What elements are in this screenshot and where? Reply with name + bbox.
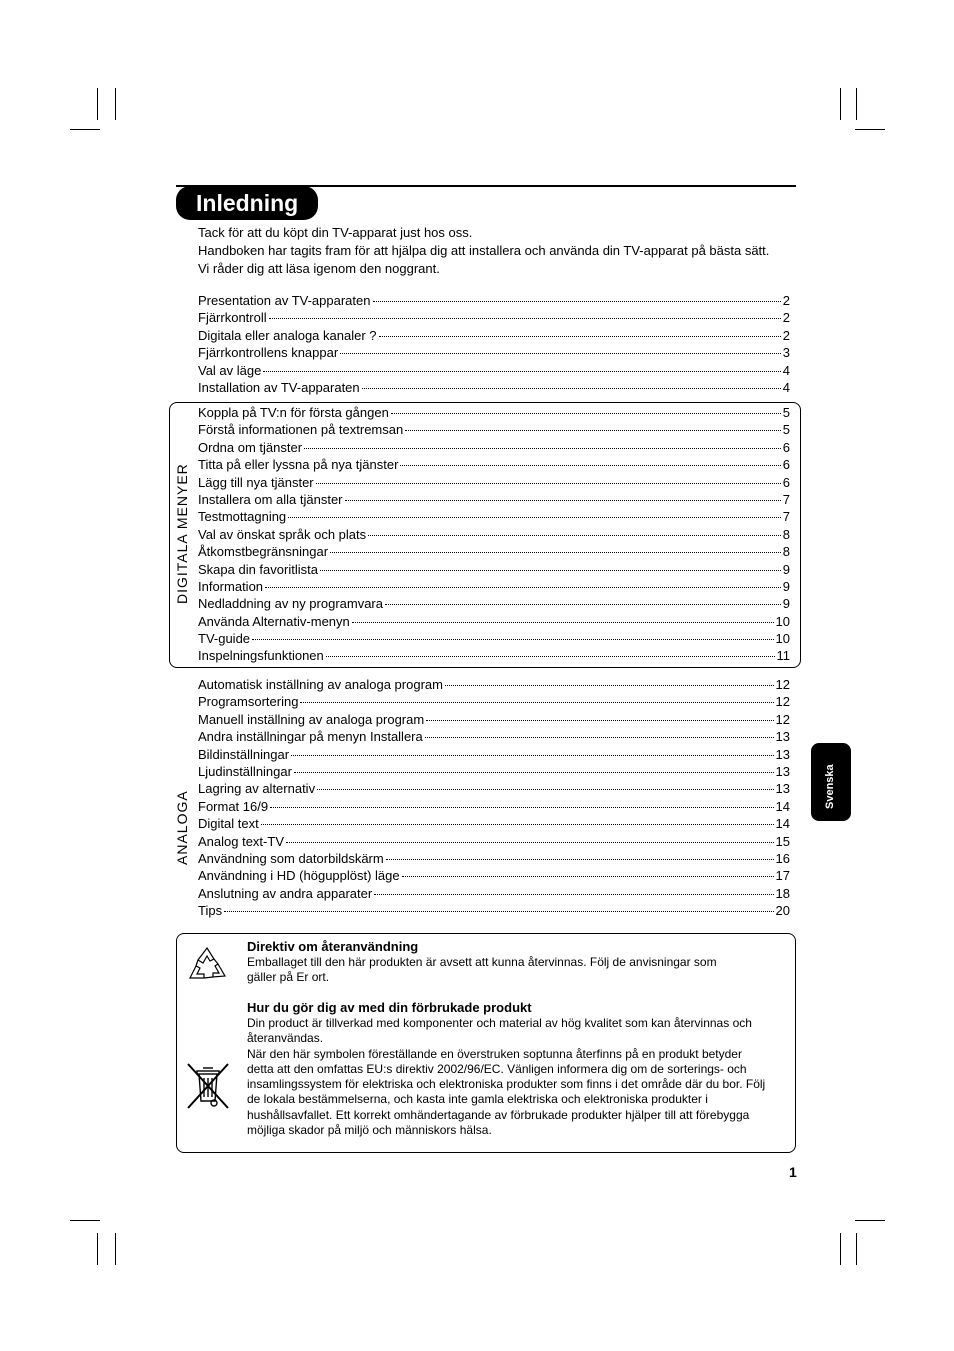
toc-entry-label: Presentation av TV-apparaten [198,293,371,308]
toc-leader-dots [294,771,774,773]
toc-entry-page: 7 [782,509,790,525]
intro-line: Handboken har tagits fram för att hjälpa dig att installera och använda din TV-apparat på bästa sätt. [198,243,770,258]
toc-entry-label: Nedladdning av ny programvara [198,596,383,612]
toc-entry[interactable] [198,526,790,543]
intro-line: Tack för att du köpt din TV-apparat just hos oss. [198,225,473,240]
toc-entry-page: 13 [775,746,790,762]
toc-entry[interactable] [198,613,790,630]
toc-entry[interactable] [198,578,790,595]
toc-entry-label: Automatisk inställning av analoga program [198,677,443,692]
toc-leader-dots [373,300,781,302]
toc-leader-dots [286,841,774,843]
toc-leader-dots [288,516,781,518]
toc-entry-page: 4 [782,362,790,378]
toc-entry[interactable] [198,421,790,438]
toc-entry[interactable] [198,728,790,745]
toc-leader-dots [402,875,774,877]
toc-entry-label: Anslutning av andra apparater [198,885,373,901]
toc-entry-page: 8 [782,526,790,542]
toc-entry-page: 10 [775,613,790,629]
toc-entry-label: Installation av TV-apparaten [198,379,360,395]
toc-leader-dots [352,621,774,623]
disposal-line: möjliga skador på miljö och människors hälsa. [247,1123,492,1138]
toc-entry-page: 18 [775,885,790,901]
toc-entry-page: 9 [782,561,790,577]
toc-leader-dots [317,788,773,790]
language-tab [811,743,851,821]
toc-entry-page: 10 [775,631,790,647]
toc-entry-label: TV-guide [198,631,251,647]
toc-entry-label: Åtkomstbegränsningar [198,544,329,560]
toc-entry[interactable] [198,711,790,728]
toc-leader-dots [400,464,780,466]
intro-line: Vi råder dig att läsa igenom den noggrant. [198,261,440,276]
toc-entry-label: Installera om alla tjänster [198,491,343,507]
toc-analog [198,676,790,919]
toc-entry-page: 6 [782,439,790,455]
toc-entry-label: Digital text [198,816,259,832]
toc-entry[interactable] [198,292,790,309]
toc-entry-label: Titta på eller lyssna på nya tjänster [198,457,399,473]
toc-leader-dots [304,447,781,449]
toc-entry-label: Ljudinställningar [198,763,292,779]
toc-entry[interactable] [198,508,790,525]
page-title: Inledning [176,186,318,220]
toc-entry[interactable] [198,798,790,815]
disposal-notice [247,1000,787,1138]
toc-leader-dots [425,736,774,738]
recycle-icon [184,944,230,990]
toc-entry[interactable] [198,763,790,780]
toc-general [198,292,790,396]
toc-entry[interactable] [198,630,790,647]
toc-entry-page: 6 [782,474,790,490]
language-tab-label: Svenska [824,764,836,809]
toc-entry-page: 8 [782,544,790,560]
digital-section-label: DIGITALA MENYER [174,463,190,604]
toc-entry[interactable] [198,815,790,832]
toc-entry-page: 9 [782,578,790,594]
crossed-bin-icon [185,1061,231,1111]
toc-entry-page: 16 [775,850,790,866]
disposal-line: När den här symbolen föreställande en överstruken soptunna återfinns på en produkt betyder [247,1046,742,1061]
toc-entry-label: Användning i HD (högupplöst) läge [198,868,400,884]
toc-leader-dots [291,754,773,756]
toc-leader-dots [270,806,773,808]
toc-entry[interactable] [198,439,790,456]
toc-entry-page: 2 [782,310,790,326]
toc-leader-dots [265,586,781,588]
toc-entry[interactable] [198,902,790,919]
toc-entry[interactable] [198,327,790,344]
toc-entry[interactable] [198,379,790,396]
toc-leader-dots [320,569,781,571]
toc-leader-dots [316,482,781,484]
toc-entry[interactable] [198,647,790,664]
toc-entry-label: Val av läge [198,362,262,378]
toc-leader-dots [330,551,781,553]
toc-entry-page: 3 [782,345,790,361]
toc-entry-label: Fjärrkontroll [198,310,267,326]
toc-entry-page: 13 [775,763,790,779]
toc-entry-page: 17 [775,868,790,884]
toc-entry-page: 9 [782,596,790,612]
toc-entry[interactable] [198,474,790,491]
toc-entry-label: Ordna om tjänster [198,439,303,455]
disposal-line: de lokala bestämmelserna, och kasta inte gamla elektriska och elektroniska produkter i [247,1092,708,1107]
toc-entry-page: 5 [782,422,790,438]
toc-leader-dots [386,858,774,860]
disposal-line: insamlingssystem för elektriska och elektroniska produkter som finns i det område där du bor. Följ [247,1077,766,1092]
toc-entry[interactable] [198,746,790,763]
toc-entry[interactable] [198,780,790,797]
toc-entry[interactable] [198,867,790,884]
toc-entry-label: Bildinställningar [198,746,290,762]
toc-leader-dots [263,370,780,372]
toc-leader-dots [252,638,773,640]
toc-entry-label: Analog text-TV [198,833,284,849]
recycle-notice [247,939,787,986]
toc-leader-dots [224,910,773,912]
toc-entry-label: Format 16/9 [198,798,269,814]
toc-leader-dots [345,499,781,501]
toc-entry-label: Programsortering [198,694,299,710]
toc-entry-label: Koppla på TV:n för första gången [198,405,389,420]
toc-entry-label: Skapa din favoritlista [198,561,318,577]
toc-leader-dots [445,684,774,686]
toc-entry-label: Lägg till nya tjänster [198,474,314,490]
toc-leader-dots [368,534,781,536]
toc-entry-label: Inspelningsfunktionen [198,648,324,664]
toc-leader-dots [426,719,773,721]
toc-entry-page: 14 [775,798,790,814]
toc-entry-label: Förstå informationen på textremsan [198,422,404,438]
toc-entry-label: Lagring av alternativ [198,781,316,797]
toc-entry-page: 13 [775,729,790,745]
toc-leader-dots [391,412,781,414]
toc-entry[interactable] [198,404,790,421]
toc-entry[interactable] [198,850,790,867]
toc-entry-page: 12 [775,694,790,710]
toc-entry-label: Fjärrkontrollens knappar [198,345,339,361]
disposal-heading: Hur du gör dig av med din förbrukade produkt [247,1000,532,1015]
toc-entry-page: 5 [782,405,790,420]
toc-entry[interactable] [198,676,790,693]
toc-entry[interactable] [198,491,790,508]
toc-entry-page: 20 [775,903,790,919]
toc-leader-dots [374,893,773,895]
toc-entry-page: 15 [775,833,790,849]
disposal-line: återanvändas. [247,1031,324,1046]
toc-entry-page: 2 [782,293,790,308]
toc-entry-page: 11 [776,648,790,664]
toc-entry-label: Information [198,578,264,594]
toc-entry-label: Använda Alternativ-menyn [198,613,350,629]
intro-text [198,224,769,278]
disposal-line: hushållsavfallet. Ett korrekt omhändertagande av förbrukade produkter hjälper till att förebygga [247,1107,750,1122]
toc-entry[interactable] [198,456,790,473]
notice-box [176,933,796,1153]
recycle-line: Emballaget till den här produkten är avsett att kunna återvinnas. Följ de anvisningar som [247,955,717,969]
toc-entry[interactable] [198,309,790,326]
recycle-line: gäller på Er ort. [247,970,330,985]
toc-leader-dots [405,429,781,431]
toc-leader-dots [269,317,781,319]
toc-entry-page: 6 [782,457,790,473]
toc-entry-page: 4 [782,379,790,395]
toc-entry[interactable] [198,595,790,612]
toc-entry-page: 12 [775,711,790,727]
toc-leader-dots [326,655,775,657]
toc-entry-page: 12 [775,677,790,692]
disposal-line: detta att den omfattas EU:s direktiv 2002/96/EC. Vänligen informera dig om de sorterings- och [247,1061,747,1076]
toc-leader-dots [300,701,773,703]
toc-entry-label: Digitala eller analoga kanaler ? [198,327,377,343]
toc-leader-dots [362,387,781,389]
toc-entry[interactable] [198,543,790,560]
toc-entry[interactable] [198,833,790,850]
toc-entry[interactable] [198,362,790,379]
toc-leader-dots [385,603,781,605]
analog-section-label: ANALOGA [174,790,190,865]
toc-entry-page: 7 [782,491,790,507]
toc-entry-label: Val av önskat språk och plats [198,526,367,542]
toc-entry-label: Tips [198,903,223,919]
toc-entry-label: Testmottagning [198,509,287,525]
toc-entry-page: 13 [775,781,790,797]
toc-entry[interactable] [198,561,790,578]
toc-entry-label: Andra inställningar på menyn Installera [198,729,423,745]
toc-digital [198,404,790,665]
toc-entry[interactable] [198,693,790,710]
toc-entry-label: Manuell inställning av analoga program [198,711,425,727]
toc-entry-page: 2 [782,327,790,343]
toc-entry-label: Användning som datorbildskärm [198,850,384,866]
page-number: 1 [789,1164,797,1180]
disposal-line: Din product är tillverkad med komponenter och material av hög kvalitet som kan återvinnas och [247,1016,752,1030]
toc-leader-dots [261,823,774,825]
toc-leader-dots [340,352,781,354]
toc-leader-dots [379,335,781,337]
toc-entry[interactable] [198,344,790,361]
toc-entry[interactable] [198,885,790,902]
recycle-heading: Direktiv om återanvändning [247,939,419,954]
toc-entry-page: 14 [775,816,790,832]
